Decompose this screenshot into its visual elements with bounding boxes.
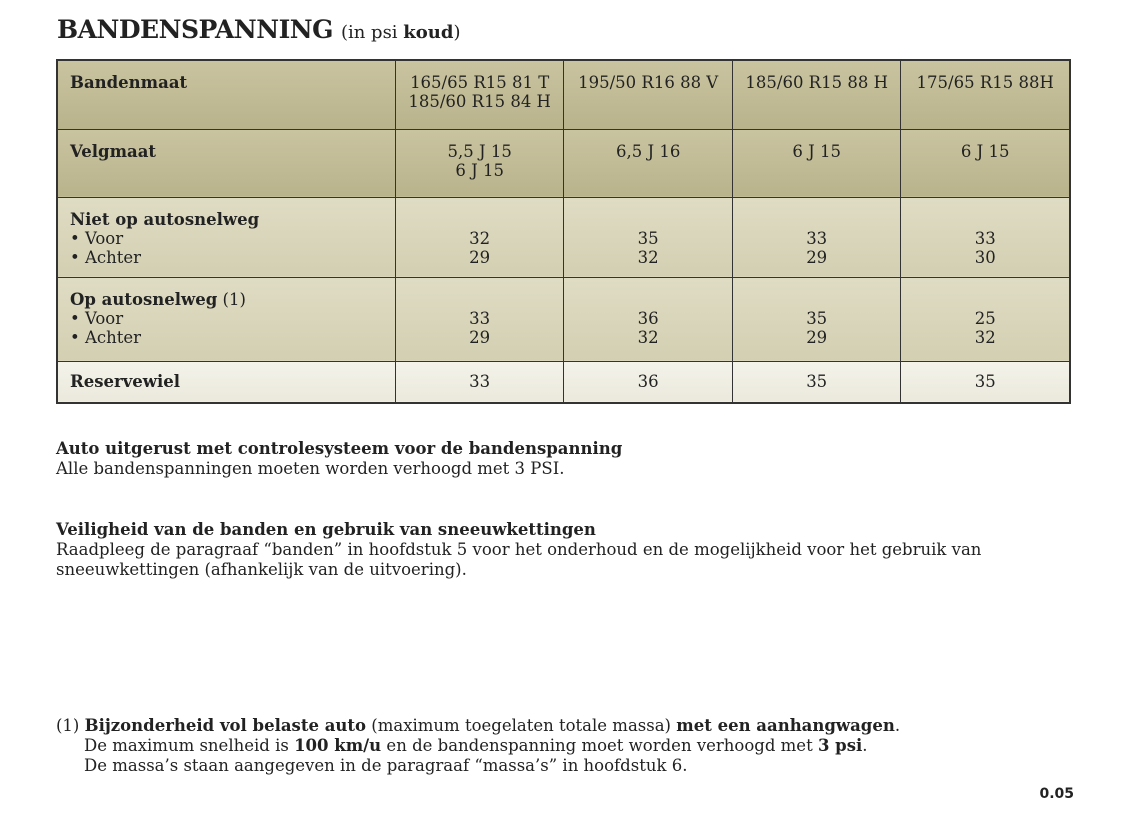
section-monitoring-system — [56, 439, 1076, 479]
table-row — [57, 277, 1070, 361]
table-cell: 36 — [564, 361, 733, 403]
footnote-line: (1) Bijzonderheid vol belaste auto (maximum toegelaten totale massa) met een aanhangwagen. — [56, 716, 901, 735]
page-number: 0.05 — [1039, 786, 1074, 802]
table-row — [57, 129, 1070, 197]
footnote-line: De massa’s staan aangegeven in de paragraaf “massa’s” in hoofdstuk 6. — [84, 756, 688, 775]
title-subtitle: (in psi koud) — [340, 22, 461, 43]
row-label-not-highway: Niet op autosnelweg • Voor • Achter — [57, 197, 395, 277]
table-cell: 195/50 R16 88 V — [564, 60, 733, 129]
row-label-highway: Op autosnelweg (1) • Voor • Achter — [57, 277, 395, 361]
table-cell: 25 32 — [901, 277, 1070, 361]
tire-pressure-table — [56, 59, 1071, 404]
table-cell: 6 J 15 — [732, 129, 901, 197]
table-cell: 165/65 R15 81 T 185/60 R15 84 H — [395, 60, 564, 129]
section-snow-chains — [56, 520, 1076, 580]
page-title — [57, 14, 460, 49]
footnote-line: De maximum snelheid is 100 km/u en de bandenspanning moet worden verhoogd met 3 psi. — [84, 736, 868, 755]
table-cell: 35 — [732, 361, 901, 403]
table-row — [57, 361, 1070, 403]
table-row — [57, 60, 1070, 129]
row-label-spare-wheel: Reservewiel — [57, 361, 395, 403]
row-label-rim-size: Velgmaat — [57, 129, 395, 197]
row-label-tire-size: Bandenmaat — [57, 60, 395, 129]
table-cell: 33 30 — [901, 197, 1070, 277]
table-cell: 5,5 J 15 6 J 15 — [395, 129, 564, 197]
section-heading: Veiligheid van de banden en gebruik van sneeuwkettingen — [56, 520, 596, 539]
table-cell: 35 32 — [564, 197, 733, 277]
footnote — [56, 716, 900, 776]
table-cell: 36 32 — [564, 277, 733, 361]
table-cell: 35 29 — [732, 277, 901, 361]
section-heading: Auto uitgerust met controlesysteem voor de bandenspanning — [56, 439, 623, 458]
table-cell: 185/60 R15 88 H — [732, 60, 901, 129]
table-cell: 6,5 J 16 — [564, 129, 733, 197]
table-cell: 33 — [395, 361, 564, 403]
section-text: Raadpleeg de paragraaf “banden” in hoofdstuk 5 voor het onderhoud en de mogelijkheid voor het gebruik van sneeuwkettingen (afhankelijk van de uitvoering). — [56, 540, 982, 579]
table-cell: 6 J 15 — [901, 129, 1070, 197]
table-cell: 33 29 — [732, 197, 901, 277]
section-text: Alle bandenspanningen moeten worden verhoogd met 3 PSI. — [56, 459, 565, 478]
table-cell: 35 — [901, 361, 1070, 403]
table-cell: 33 29 — [395, 277, 564, 361]
title-main: BANDENSPANNING — [57, 15, 333, 44]
table-cell: 32 29 — [395, 197, 564, 277]
table-row — [57, 197, 1070, 277]
table-cell: 175/65 R15 88H — [901, 60, 1070, 129]
